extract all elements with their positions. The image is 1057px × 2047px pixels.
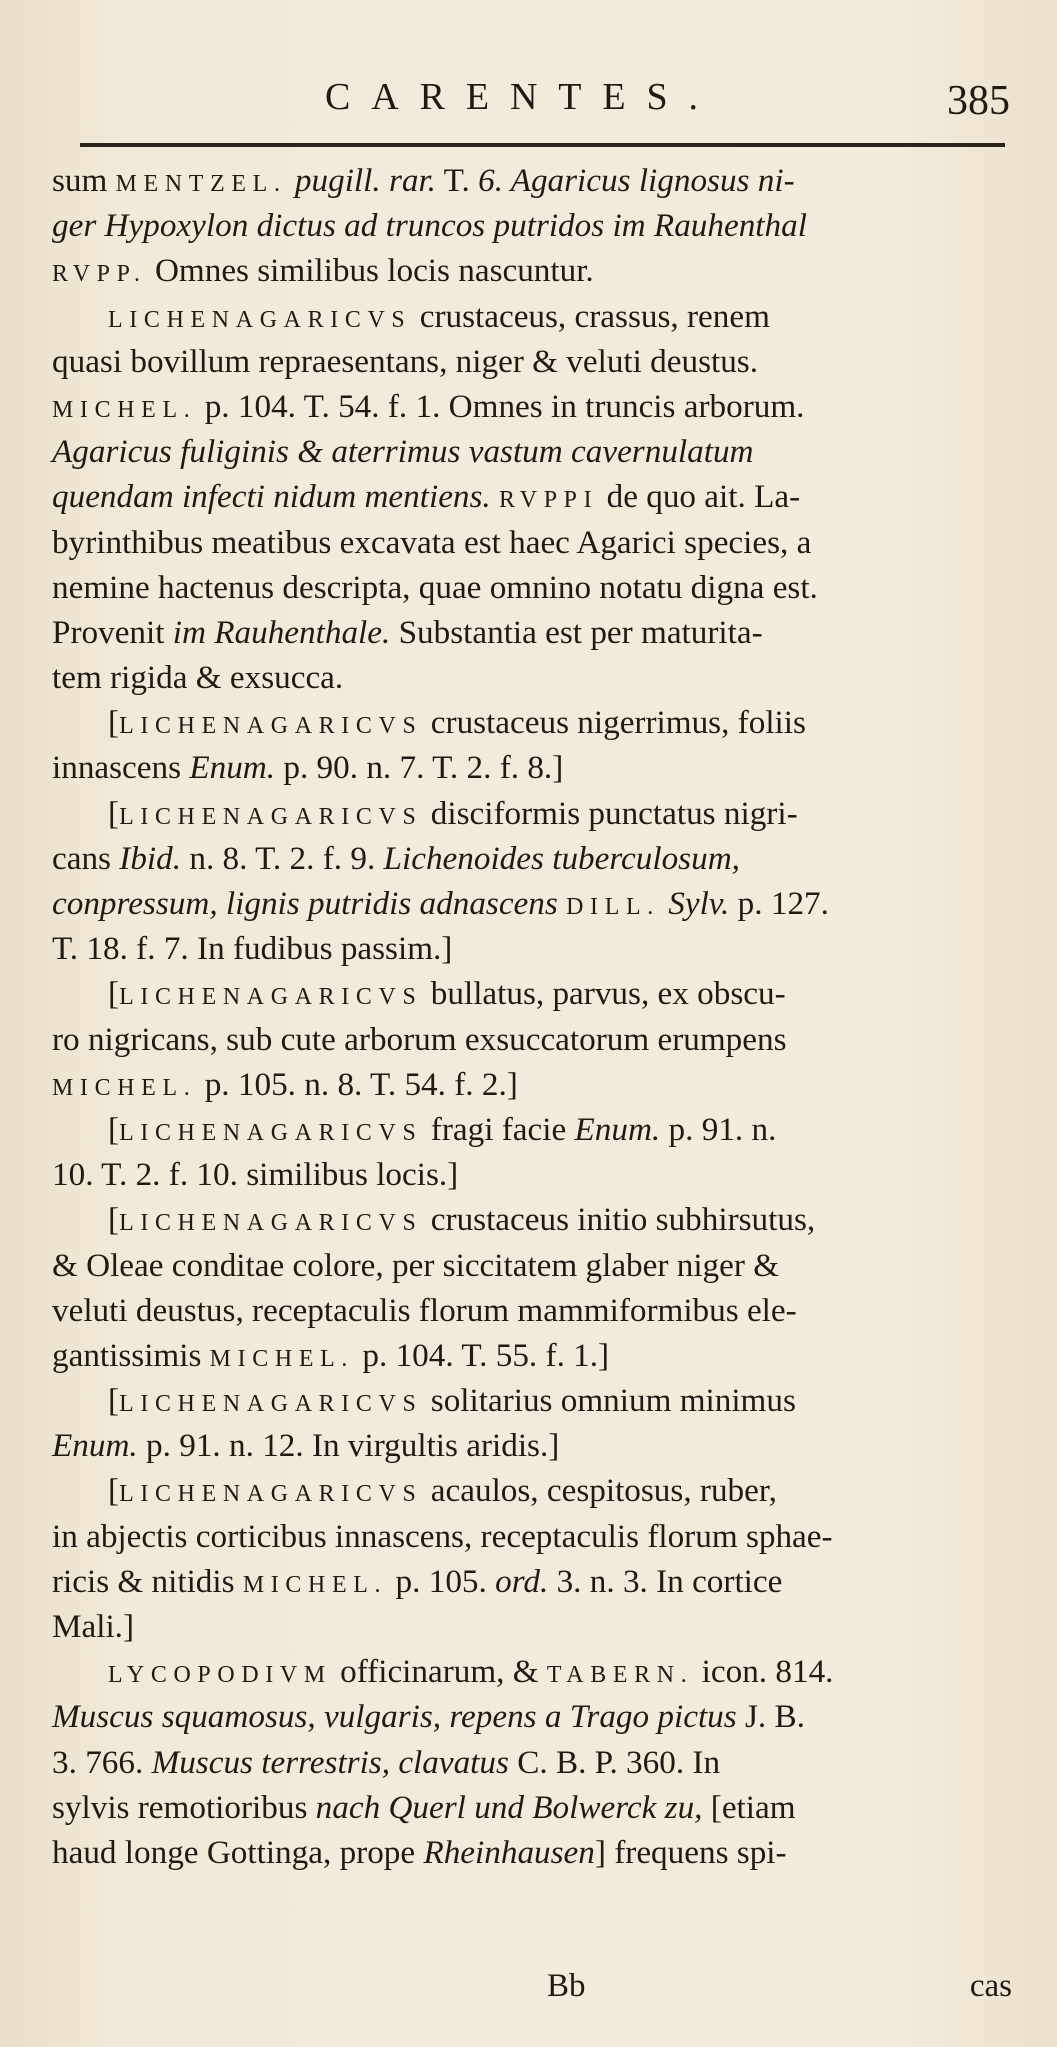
text-line: [52, 1423, 1012, 1468]
text-segment: fragi facie: [422, 1110, 575, 1148]
italic-text: ger Hypoxylon dictus ad truncos putridos im Rauhenthal: [52, 207, 807, 245]
text-segment: quasi bovillum repraesentans, niger & veluti deustus.: [52, 342, 759, 380]
italic-text: im Rauhenthale.: [172, 613, 391, 651]
text-line: [52, 1785, 1012, 1830]
small-caps-name: LICHENAGARICVS: [119, 1119, 423, 1146]
text-line: [52, 384, 1012, 429]
small-caps-name: MICHEL.: [242, 1571, 388, 1598]
text-segment: Substantia est per maturita-: [390, 613, 763, 651]
text-line: [52, 1378, 1012, 1423]
body-text: [52, 158, 1012, 1875]
text-segment: p. 91. n. 12. In virgultis aridis.]: [137, 1427, 560, 1465]
text-line: [52, 1017, 1012, 1062]
text-line: [52, 294, 1012, 339]
italic-text: Enum.: [574, 1110, 661, 1148]
text-segment: T.: [435, 162, 479, 199]
text-line: [52, 1740, 1012, 1785]
text-segment: de quo ait. La-: [598, 478, 801, 516]
page-header: [70, 75, 1010, 125]
text-segment: [: [108, 794, 120, 832]
text-segment: [: [108, 975, 120, 1013]
text-line: [52, 1514, 1012, 1559]
text-line: [52, 1694, 1012, 1739]
text-segment: Mali.]: [52, 1608, 135, 1645]
italic-text: nach Querl und Bolwerck zu,: [315, 1788, 703, 1826]
italic-text: Ibid.: [119, 839, 182, 877]
italic-text: quendam infecti nidum mentiens.: [52, 478, 491, 516]
text-line: [52, 1604, 1012, 1649]
text-line: [52, 1243, 1012, 1288]
italic-text: conpressum, lignis putridis adnascens: [52, 885, 558, 922]
text-segment: haud longe Gottinga, prope: [52, 1833, 424, 1871]
text-segment: cans: [52, 839, 120, 877]
italic-text: ord.: [495, 1562, 549, 1600]
catchword: cas: [969, 1968, 1012, 2004]
text-segment: p. 104. T. 55. f. 1.]: [354, 1336, 610, 1374]
text-segment: gantissimis: [52, 1336, 210, 1374]
text-line: [52, 926, 1012, 971]
small-caps-name: MICHEL.: [209, 1345, 355, 1372]
text-segment: ] frequens spi-: [594, 1833, 787, 1871]
text-line: [52, 565, 1012, 610]
text-segment: 10. T. 2. f. 10. similibus locis.]: [52, 1156, 459, 1194]
text-line: [52, 520, 1012, 565]
header-rule: [80, 143, 1005, 147]
page-footer: [52, 1968, 1012, 2008]
text-segment: p. 127.: [729, 885, 829, 922]
text-segment: 3. 766.: [52, 1743, 152, 1781]
text-segment: sum: [52, 162, 116, 199]
text-segment: byrinthibus meatibus excavata est haec Agarici species, a: [52, 523, 812, 561]
text-segment: crustaceus nigerrimus, foliis: [422, 704, 806, 742]
text-line: [52, 655, 1012, 700]
text-line: [52, 474, 1012, 519]
text-segment: Omnes similibus locis nascuntur.: [146, 252, 594, 290]
italic-text: Muscus squamosus, vulgaris, repens a Trago pictus: [52, 1698, 737, 1736]
text-segment: in abjectis corticibus innascens, receptaculis florum sphae-: [52, 1517, 833, 1555]
text-segment: p. 91. n.: [660, 1110, 777, 1148]
text-line: [52, 700, 1012, 745]
text-line: [52, 1062, 1012, 1107]
running-head: CARENTES.: [325, 76, 719, 118]
text-line: [52, 1468, 1012, 1513]
signature-mark: Bb: [547, 1968, 586, 2004]
text-segment: nemine hactenus descripta, quae omnino notatu digna est.: [52, 568, 818, 606]
small-caps-name: LYCOPODIVM: [108, 1662, 332, 1689]
text-segment: acaulos, cespitosus, ruber,: [422, 1472, 777, 1510]
text-segment: p. 105. n. 8. T. 54. f. 2.]: [196, 1065, 518, 1103]
italic-text: Muscus terrestris, clavatus: [151, 1743, 509, 1781]
italic-text: Sylv.: [659, 885, 730, 922]
small-caps-name: LICHENAGARICVS: [119, 984, 423, 1011]
text-segment: veluti deustus, receptaculis florum mammiformibus ele-: [52, 1291, 797, 1329]
text-line: [52, 836, 1012, 881]
text-line: [52, 1830, 1012, 1875]
italic-text: Enum.: [52, 1427, 138, 1465]
text-segment: [491, 478, 499, 515]
text-segment: disciformis punctatus nigri-: [422, 794, 798, 832]
text-line: [52, 791, 1012, 836]
small-caps-name: TABERN.: [546, 1662, 694, 1689]
text-segment: Provenit: [52, 613, 173, 651]
text-segment: bullatus, parvus, ex obscu-: [422, 975, 786, 1013]
text-segment: C. B. P. 360. In: [508, 1743, 721, 1781]
italic-text: Agaricus fuliginis & aterrimus vastum cavernulatum: [52, 433, 754, 471]
text-segment: [: [108, 1472, 120, 1510]
text-segment: sylvis remotioribus: [52, 1788, 316, 1826]
text-line: [52, 610, 1012, 655]
text-segment: [: [108, 1110, 120, 1148]
italic-text: Lichenoides tuberculosum,: [383, 839, 740, 877]
italic-text: Rheinhausen: [423, 1833, 595, 1871]
text-segment: p. 90. n. 7. T. 2. f. 8.]: [275, 749, 564, 787]
text-segment: crustaceus, crassus, renem: [411, 297, 770, 335]
text-line: [52, 339, 1012, 384]
text-segment: innascens: [52, 749, 190, 787]
text-segment: solitarius omnium minimus: [422, 1382, 796, 1420]
text-line: [52, 1333, 1012, 1378]
small-caps-name: LICHENAGARICVS: [119, 803, 423, 830]
text-line: [52, 971, 1012, 1016]
text-line: [52, 881, 1012, 926]
small-caps-name: LICHENAGARICVS: [119, 1210, 423, 1237]
italic-text: 6.: [478, 162, 503, 199]
page-number: 385: [947, 78, 1010, 124]
text-segment: [: [108, 1201, 120, 1239]
small-caps-name: MENTZEL.: [115, 171, 287, 197]
small-caps-name: RVPPI: [499, 487, 599, 514]
text-segment: [: [108, 1382, 120, 1420]
text-segment: ro nigricans, sub cute arborum exsuccatorum erumpens: [52, 1020, 787, 1058]
text-line: [52, 1197, 1012, 1242]
small-caps-name: LICHENAGARICVS: [119, 1481, 423, 1508]
text-segment: tem rigida & exsucca.: [52, 659, 344, 697]
text-line: [52, 745, 1012, 790]
text-segment: p. 105.: [387, 1562, 496, 1600]
text-line: [52, 1559, 1012, 1604]
text-segment: [558, 885, 566, 922]
small-caps-name: LICHENAGARICVS: [119, 1391, 423, 1418]
text-segment: 3. n. 3. In cortice: [548, 1562, 783, 1600]
text-segment: & Oleae conditae colore, per siccitatem glaber niger &: [52, 1246, 780, 1284]
italic-text: pugill. rar.: [286, 162, 436, 199]
small-caps-name: DILL.: [566, 894, 660, 920]
small-caps-name: MICHEL.: [52, 396, 197, 423]
italic-text: Agaricus lignosus ni-: [502, 162, 795, 199]
text-segment: J. B.: [736, 1698, 805, 1736]
text-line: [52, 1288, 1012, 1333]
text-line: [52, 1649, 1012, 1694]
text-segment: ricis & nitidis: [52, 1562, 243, 1600]
small-caps-name: LICHENAGARICVS: [108, 306, 412, 333]
text-line: [52, 203, 1012, 248]
text-segment: p. 104. T. 54. f. 1. Omnes in truncis arborum.: [196, 387, 805, 425]
text-line: [52, 429, 1012, 474]
italic-text: Enum.: [189, 749, 276, 787]
text-line: [52, 158, 1012, 203]
small-caps-name: LICHENAGARICVS: [119, 713, 423, 740]
text-segment: n. 8. T. 2. f. 9.: [181, 839, 384, 877]
text-segment: officinarum, &: [331, 1653, 547, 1691]
text-line: [52, 1107, 1012, 1152]
text-line: [52, 248, 1012, 293]
text-line: [52, 1152, 1012, 1197]
text-segment: T. 18. f. 7. In fudibus passim.]: [52, 930, 453, 968]
text-segment: [: [108, 704, 120, 742]
small-caps-name: RVPP.: [52, 261, 147, 288]
small-caps-name: MICHEL.: [52, 1074, 197, 1101]
text-segment: [etiam: [702, 1788, 796, 1826]
text-segment: crustaceus initio subhirsutus,: [422, 1201, 816, 1239]
text-segment: icon. 814.: [693, 1653, 834, 1691]
